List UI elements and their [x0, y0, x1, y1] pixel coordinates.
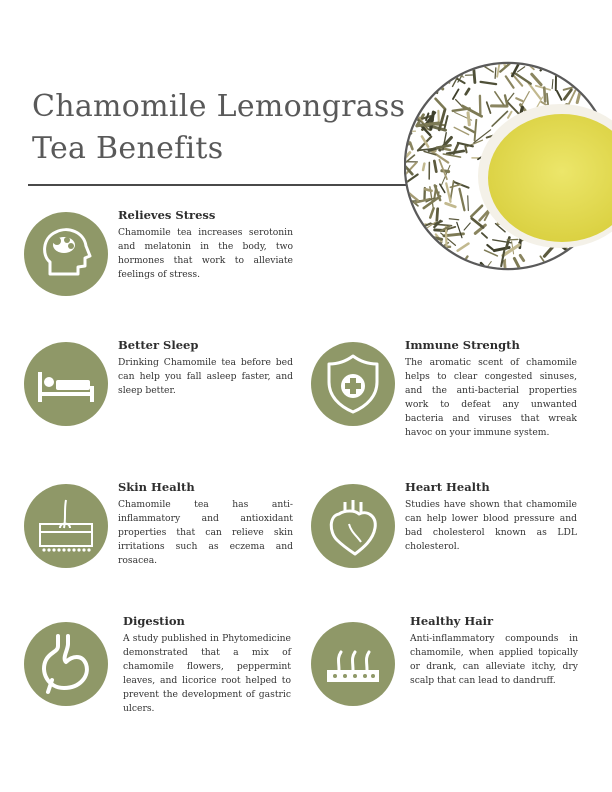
brain-head-icon — [24, 212, 108, 296]
hair-follicle-icon — [311, 622, 395, 706]
benefit-text-sleep: Drinking Chamomile tea before bed can help you fall asleep faster, and sleep better. — [118, 357, 293, 396]
benefit-title-stress: Relieves Stress — [118, 208, 216, 222]
benefit-text-stress: Chamomile tea increases serotonin and melatonin in the body, two hormones that work to alleviate feelings of stress. — [118, 227, 293, 280]
benefit-text-skin: Chamomile tea has anti-inflammatory and antioxidant properties that can relieve skin irritations such as eczema and rosacea. — [118, 499, 293, 566]
benefit-title-heart: Heart Health — [405, 480, 490, 494]
benefit-icon-circle-sleep — [24, 342, 108, 426]
shield-cross-icon — [311, 342, 395, 426]
title-line-2: Tea Benefits — [32, 131, 224, 166]
benefit-title-hair: Healthy Hair — [410, 614, 494, 628]
stomach-icon — [24, 622, 108, 706]
benefit-text-heart: Studies have shown that chamomile can help lower blood pressure and bad cholesterol known as LDL cholesterol. — [405, 499, 577, 552]
skin-layer-icon — [24, 484, 108, 568]
benefit-title-immune: Immune Strength — [405, 338, 520, 352]
bed-icon — [24, 342, 108, 426]
benefit-title-sleep: Better Sleep — [118, 338, 199, 352]
tea-cup-photo — [404, 36, 612, 294]
benefit-icon-circle-skin — [24, 484, 108, 568]
benefit-text-digestion: A study published in Phytomedicine demonstrated that a mix of chamomile flowers, peppermint leaves, and licorice root helped to prevent the development of gastric ulcers. — [123, 633, 291, 714]
title-line-1: Chamomile Lemongrass — [32, 89, 406, 124]
benefit-icon-circle-immune — [311, 342, 395, 426]
benefit-icon-circle-stress — [24, 212, 108, 296]
benefit-title-skin: Skin Health — [118, 480, 195, 494]
benefit-icon-circle-heart — [311, 484, 395, 568]
page-title — [32, 86, 405, 170]
benefit-icon-circle-digestion — [24, 622, 108, 706]
benefit-title-digestion: Digestion — [123, 614, 185, 628]
benefit-text-immune: The aromatic scent of chamomile helps to clear congested sinuses, and the anti-bacterial properties work to defeat any unwanted bacteria and viruses that wreak havoc on your immune system. — [405, 357, 577, 438]
benefit-icon-circle-hair — [311, 622, 395, 706]
title-divider — [28, 184, 406, 186]
benefit-text-hair: Anti-inflammatory compounds in chamomile, when applied topically or drank, can alleviate itchy, dry scalp that can lead to dandruff. — [410, 633, 578, 686]
heart-organ-icon — [311, 484, 395, 568]
